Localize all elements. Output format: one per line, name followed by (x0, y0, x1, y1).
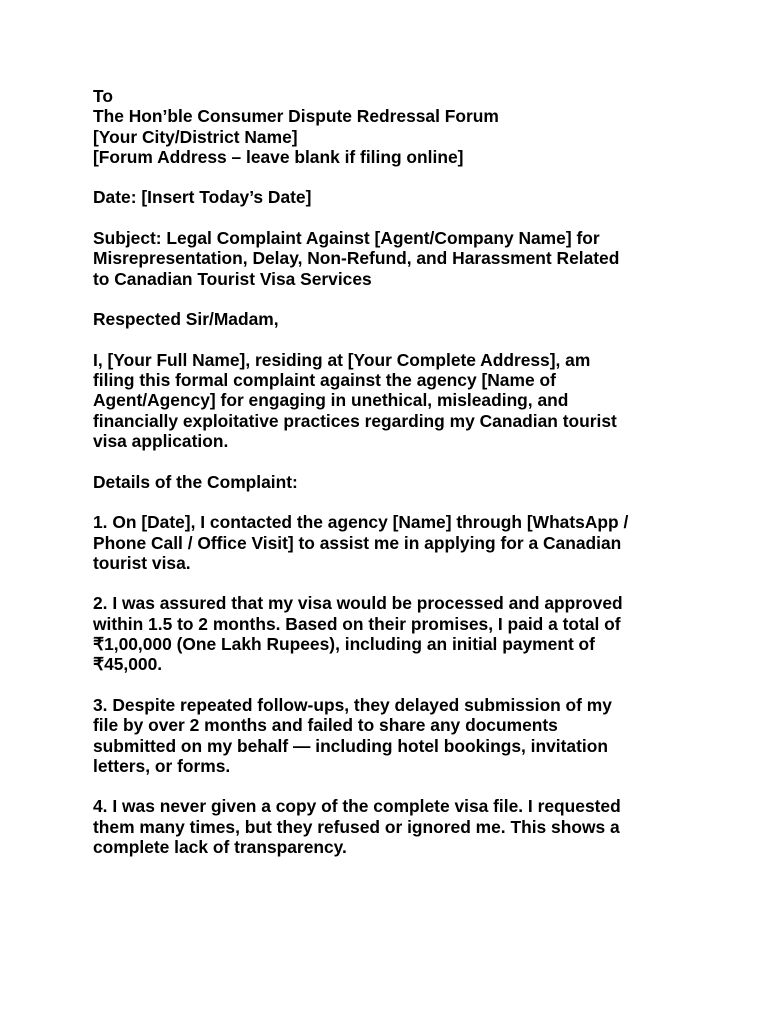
point-line: file by over 2 months and failed to share any documents (93, 715, 558, 736)
salutation-block (93, 309, 693, 329)
details-heading-block (93, 472, 693, 492)
point-line: them many times, but they refused or ignored me. This shows a (93, 816, 620, 837)
point-line: letters, or forms. (93, 755, 231, 776)
point-line: 1. On [Date], I contacted the agency [Name] through [WhatsApp / (93, 512, 629, 533)
document-page (93, 86, 693, 878)
point-line: Phone Call / Office Visit] to assist me in applying for a Canadian (93, 532, 622, 553)
date-block (93, 187, 693, 207)
complaint-point-2 (93, 593, 693, 674)
point-line: ₹1,00,000 (One Lakh Rupees), including an initial payment of (93, 634, 595, 655)
point-line: ₹45,000. (93, 654, 163, 675)
details-heading: Details of the Complaint: (93, 471, 298, 492)
intro-line: Agent/Agency] for engaging in unethical, misleading, and (93, 390, 569, 411)
salutation: Respected Sir/Madam, (93, 309, 279, 330)
recipient-line: [Forum Address – leave blank if filing online] (93, 146, 464, 167)
intro-line: I, [Your Full Name], residing at [Your Complete Address], am (93, 349, 591, 370)
intro-paragraph (93, 350, 693, 451)
intro-line: filing this formal complaint against the agency [Name of (93, 370, 556, 391)
point-line: 4. I was never given a copy of the complete visa file. I requested (93, 796, 621, 817)
subject-line: Misrepresentation, Delay, Non-Refund, and Harassment Related (93, 248, 620, 269)
subject-block (93, 228, 693, 289)
point-line: complete lack of transparency. (93, 836, 347, 857)
subject-line: to Canadian Tourist Visa Services (93, 268, 372, 289)
recipient-line: To (93, 86, 113, 106)
recipient-line: The Hon’ble Consumer Dispute Redressal Forum (93, 106, 499, 127)
complaint-point-4 (93, 796, 693, 857)
point-line: 3. Despite repeated follow-ups, they delayed submission of my (93, 694, 612, 715)
complaint-point-3 (93, 695, 693, 776)
point-line: submitted on my behalf — including hotel bookings, invitation (93, 735, 608, 756)
complaint-point-1 (93, 512, 693, 573)
intro-line: financially exploitative practices regarding my Canadian tourist (93, 410, 617, 431)
recipient-address (93, 86, 693, 167)
intro-line: visa application. (93, 431, 229, 452)
subject-line: Subject: Legal Complaint Against [Agent/Company Name] for (93, 228, 600, 249)
date-line: Date: [Insert Today’s Date] (93, 187, 312, 208)
point-line: tourist visa. (93, 552, 191, 573)
point-line: within 1.5 to 2 months. Based on their promises, I paid a total of (93, 613, 621, 634)
point-line: 2. I was assured that my visa would be processed and approved (93, 593, 623, 614)
recipient-line: [Your City/District Name] (93, 126, 298, 147)
